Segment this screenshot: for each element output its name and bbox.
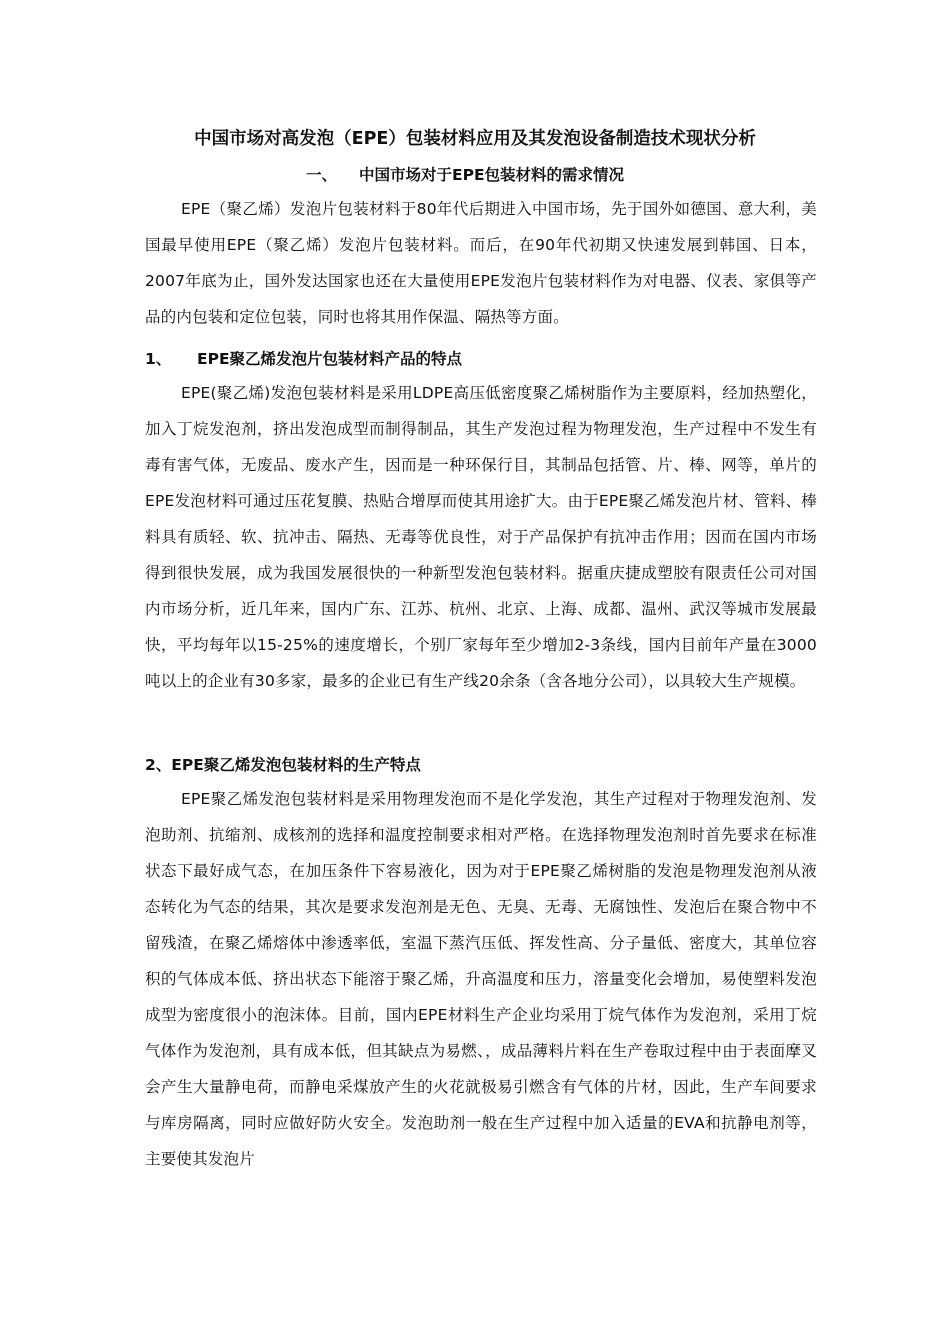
section-1-heading [306,160,624,190]
subsection-1-heading [145,344,462,374]
section-1-intro-paragraph: EPE（聚乙烯）发泡片包装材料于80年代后期进入中国市场，先于国外如德国、意大利，美国最早使用EPE（聚乙烯）发泡片包装材料。而后，在90年代初期又快速发展到韩国、日本，2007年底为止，国外发达国家也还在大量使用EPE发泡片包装材料作为对电器、仪表、家俱等产品的内包装和定位包装，同时也将其用作保温、隔热等方面。 [145,200,817,326]
subsection-2-paragraph: EPE聚乙烯发泡包装材料是采用物理发泡而不是化学发泡，其生产过程对于物理发泡剂、发泡助剂、抗缩剂、成核剂的选择和温度控制要求相对严格。在选择物理发泡剂时首先要求在标准状态下最好成气态，在加压条件下容易液化，因为对于EPE聚乙烯树脂的发泡是物理发泡剂从液态转化为气态的结果，其次是要求发泡剂是无色、无臭、无毒、无腐蚀性、发泡后在聚合物中不留残渣，在聚乙烯熔体中渗透率低，室温下蒸汽压低、挥发性高、分子量低、密度大，其单位容积的气体成本低、挤出状态下能溶于聚乙烯，升高温度和压力，溶量变化会增加，易使塑料发泡成型为密度很小的泡沫体。目前，国内EPE材料生产企业均采用丁烷气体作为发泡剂，采用丁烷气体作为发泡剂，具有成本低，但其缺点为易燃、，成品薄料片料在生产卷取过程中由于表面摩叉会产生大量静电荷，而静电采煤放产生的火花就极易引燃含有气体的片材，因此，生产车间要求与库房隔离，同时应做好防火安全。发泡助剂一般在生产过程中加入适量的EVA和抗静电剂等，主要使其发泡片 [145,790,817,1168]
document-title: 中国市场对高发泡（EPE）包装材料应用及其发泡设备制造技术现状分析 [194,129,756,149]
section-1-number: 一、 [306,166,338,184]
subsection-1-heading-text: EPE聚乙烯发泡片包装材料产品的特点 [197,350,463,368]
section-1-heading-text: 中国市场对于EPE包装材料的需求情况 [359,166,625,184]
subsection-1-number: 1、 [145,350,172,368]
subsection-1-paragraph: EPE(聚乙烯)发泡包装材料是采用LDPE高压低密度聚乙烯树脂作为主要原料，经加热塑化，加入丁烷发泡剂，挤出发泡成型而制得制品，其生产发泡过程为物理发泡，生产过程中不发生有毒有害气体，无废品、废水产生，因而是一种环保行目，其制品包括管、片、棒、网等，单片的EPE发泡材料可通过压花复膜、热贴合增厚而使其用途扩大。由于EPE聚乙烯发泡片材、管料、棒料具有质轻、软、抗冲击、隔热、无毒等优良性，对于产品保护有抗冲击作用；因而在国内市场得到很快发展，成为我国发展很快的一种新型发泡包装材料。据重庆捷成塑胶有限责任公司对国内市场分析，近几年来，国内广东、江苏、杭州、北京、上海、成都、温州、武汉等城市发展最快，平均每年以15-25%的速度增长，个别厂家每年至少增加2-3条线，国内目前年产量在3000吨以上的企业有30多家，最多的企业已有生产线20余条（含各地分公司），以具较大生产规模。 [145,384,817,690]
subsection-2-heading: 2、EPE聚乙烯发泡包装材料的生产特点 [145,756,421,774]
